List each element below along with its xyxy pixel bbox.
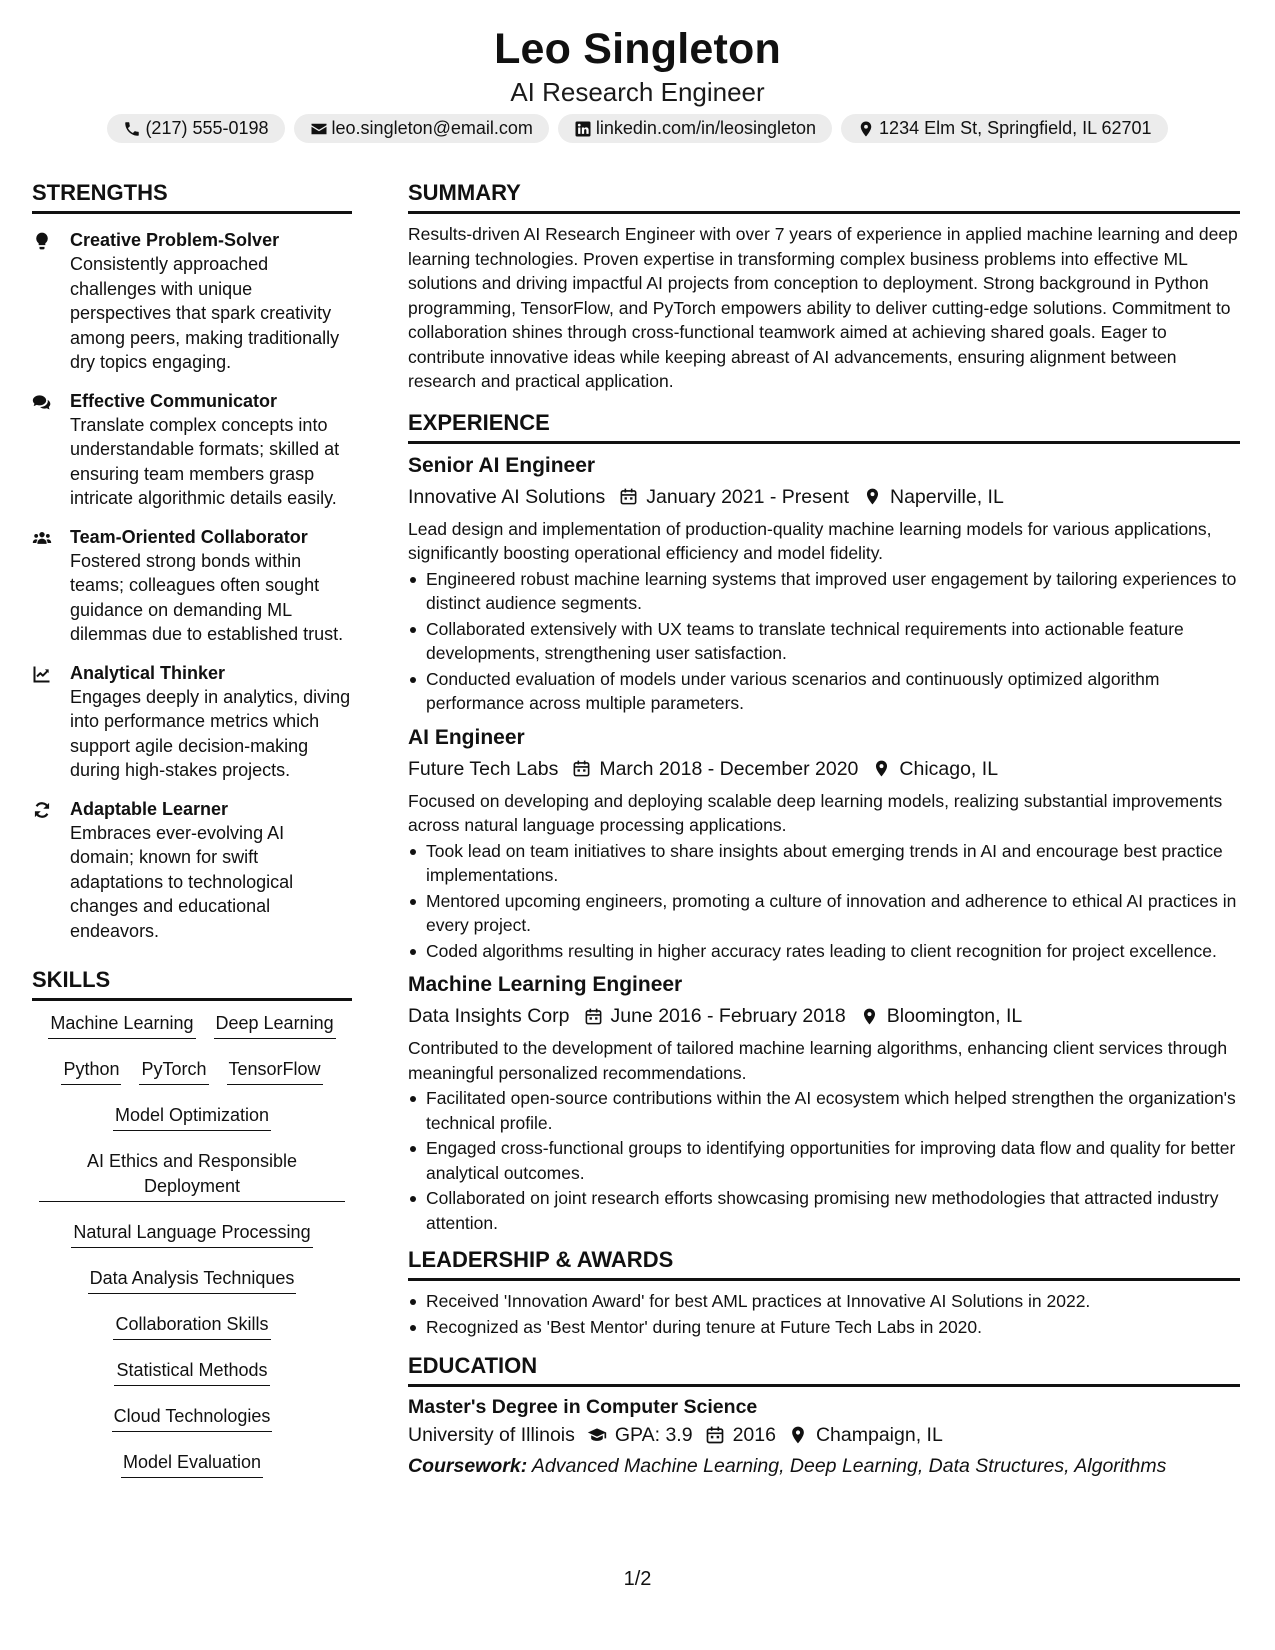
- users-icon: [32, 528, 52, 548]
- award-item: Recognized as 'Best Mentor' during tenure at Future Tech Labs in 2020.: [408, 1315, 1240, 1340]
- strength-desc: Consistently approached challenges with unique perspectives that spark creativity among peers, making traditionally dry topics engaging.: [70, 254, 340, 372]
- skill-tag: Statistical Methods: [114, 1358, 269, 1386]
- coursework-label: Coursework:: [408, 1455, 528, 1477]
- skill-tag: Data Analysis Techniques: [88, 1266, 297, 1294]
- school-name: University of Illinois: [408, 1424, 575, 1446]
- skill-tag: TensorFlow: [227, 1057, 323, 1085]
- job-description: Contributed to the development of tailored machine learning algorithms, enhancing client services through meaningful personalized recommendations.: [408, 1038, 1228, 1083]
- coursework-list: Advanced Machine Learning, Deep Learning, Data Structures, Algorithms: [531, 1455, 1167, 1477]
- job-entry: [408, 452, 1240, 716]
- strength-desc: Translate complex concepts into understandable formats; skilled at ensuring team members grasp intricate algorithmic details easily.: [70, 414, 340, 508]
- job-bullets: [408, 839, 1240, 964]
- strength-title: Analytical Thinker: [70, 662, 226, 683]
- skill-tag: Cloud Technologies: [112, 1404, 273, 1432]
- job-title: Machine Learning Engineer: [408, 973, 683, 996]
- coursework: [408, 1451, 1240, 1481]
- map-pin-icon: [788, 1425, 808, 1445]
- job-dates: January 2021 - Present: [646, 485, 849, 508]
- strength-desc: Embraces ever-evolving AI domain; known for swift adaptations to technological changes and educational endeavors.: [70, 822, 294, 941]
- gpa: GPA: 3.9: [614, 1424, 693, 1446]
- calendar-icon: [572, 759, 591, 778]
- skill-tag: PyTorch: [139, 1057, 208, 1085]
- contact-linkedin-text: linkedin.com/in/leosingleton: [595, 118, 817, 138]
- strength-title: Adaptable Learner: [70, 798, 229, 819]
- job-company: Innovative AI Solutions: [408, 485, 606, 508]
- refresh-icon: [32, 800, 52, 820]
- job-bullets: [408, 567, 1240, 716]
- contact-email-text: leo.singleton@email.com: [331, 118, 533, 138]
- contact-linkedin[interactable]: [558, 114, 832, 143]
- map-pin-icon: [860, 1007, 879, 1026]
- job-location: Chicago, IL: [899, 757, 999, 780]
- skills-heading: SKILLS: [32, 965, 352, 1001]
- skill-tag: Deep Learning: [214, 1011, 336, 1039]
- summary-heading: SUMMARY: [408, 178, 1240, 214]
- strength-item: [32, 389, 352, 511]
- leadership-list: [408, 1289, 1240, 1339]
- right-column: [408, 178, 1240, 1481]
- comments-icon: [32, 392, 52, 412]
- bullet-item: Collaborated extensively with UX teams to translate technical requirements into actionable feature developments, strengthening user satisfaction.: [408, 617, 1240, 666]
- job-description: Lead design and implementation of production-quality machine learning models for various applications, significantly boosting operational efficiency and model fidelity.: [408, 518, 1212, 563]
- skill-tag: AI Ethics and Responsible Deployment: [39, 1149, 345, 1202]
- strength-title: Effective Communicator: [70, 390, 278, 411]
- strength-desc: Fostered strong bonds within teams; colleagues often sought guidance on demanding ML dilemmas due to established trust.: [70, 550, 344, 644]
- phone-icon: [123, 120, 141, 138]
- bullet-item: Mentored upcoming engineers, promoting a culture of innovation and adherence to ethical AI practices in every project.: [408, 889, 1240, 938]
- map-pin-icon: [863, 487, 882, 506]
- award-item: Received 'Innovation Award' for best AML practices at Innovative AI Solutions in 2022.: [408, 1289, 1240, 1314]
- degree-title: Master's Degree in Computer Science: [408, 1396, 758, 1418]
- education-heading: EDUCATION: [408, 1351, 1240, 1387]
- strength-title: Creative Problem-Solver: [70, 230, 280, 250]
- contact-email[interactable]: [294, 114, 549, 143]
- skill-tag: Model Optimization: [113, 1103, 271, 1131]
- strength-item: [32, 661, 352, 783]
- leadership-heading: LEADERSHIP & AWARDS: [408, 1245, 1240, 1281]
- calendar-icon: [705, 1425, 725, 1445]
- contact-address-text: 1234 Elm St, Springfield, IL 62701: [879, 118, 1152, 138]
- bullet-item: Coded algorithms resulting in higher accuracy rates leading to client recognition for project excellence.: [408, 939, 1240, 964]
- map-pin-icon: [857, 120, 875, 138]
- contact-address: [841, 114, 1168, 143]
- candidate-role: AI Research Engineer: [510, 77, 765, 107]
- graduation-cap-icon: [587, 1425, 607, 1445]
- page-number: 1/2: [623, 1568, 652, 1590]
- left-column: [32, 178, 352, 1478]
- job-location: Naperville, IL: [890, 485, 1004, 508]
- job-bullets: [408, 1086, 1240, 1235]
- skill-tag: Model Evaluation: [121, 1450, 263, 1478]
- contact-phone[interactable]: [107, 114, 284, 143]
- skill-tag: Machine Learning: [48, 1011, 195, 1039]
- job-location: Bloomington, IL: [886, 1005, 1023, 1027]
- strength-desc: Engages deeply in analytics, diving into performance metrics which support agile decision-making during high-stakes projects.: [70, 686, 351, 780]
- envelope-icon: [310, 120, 328, 138]
- job-entry: [408, 971, 1240, 1235]
- bullet-item: Took lead on team initiatives to share insights about emerging trends in AI and encourage best practice implementations.: [408, 839, 1240, 888]
- contact-phone-text: (217) 555-0198: [145, 118, 269, 138]
- experience-heading: EXPERIENCE: [408, 408, 1240, 444]
- skills-list: [32, 1011, 352, 1478]
- job-dates: June 2016 - February 2018: [610, 1005, 846, 1027]
- school-location: Champaign, IL: [815, 1424, 943, 1446]
- calendar-icon: [584, 1007, 603, 1026]
- skill-tag: Collaboration Skills: [113, 1312, 270, 1340]
- strength-item: [32, 797, 352, 944]
- job-title: Senior AI Engineer: [408, 453, 596, 477]
- lightbulb-icon: [32, 231, 52, 251]
- bullet-item: Engineered robust machine learning systems that improved user engagement by tailoring experiences to distinct audience segments.: [408, 567, 1240, 616]
- summary-text: Results-driven AI Research Engineer with over 7 years of experience in applied machine learning and deep learning technologies. Proven expertise in transforming complex business problems into effective ML solutions and driving impactful AI projects from conception to deployment. Strong background in Python programming, TensorFlow, and PyTorch empowers ability to deliver cutting-edge solutions. Commitment to collaboration shines through cross-functional teamwork aimed at achieving shared goals. Eager to contribute innovative ideas while keeping abreast of AI advancements, ensuring alignment between research and practical application.: [408, 224, 1238, 391]
- job-company: Future Tech Labs: [408, 757, 559, 780]
- calendar-icon: [619, 487, 638, 506]
- candidate-name: Leo Singleton: [494, 25, 781, 73]
- strength-item: [32, 525, 352, 647]
- bullet-item: Engaged cross-functional groups to identifying opportunities for improving data flow and quality for better analytical outcomes.: [408, 1136, 1240, 1185]
- strengths-heading: STRENGTHS: [32, 178, 352, 214]
- graduation-year: 2016: [732, 1424, 776, 1446]
- job-description: Focused on developing and deploying scalable deep learning models, realizing substantial improvements across natural language processing applications.: [408, 790, 1223, 835]
- job-dates: March 2018 - December 2020: [599, 757, 859, 780]
- strength-item: [32, 228, 352, 375]
- job-company: Data Insights Corp: [408, 1005, 570, 1027]
- bullet-item: Collaborated on joint research efforts showcasing promising new methodologies that attracted industry attention.: [408, 1186, 1240, 1235]
- skill-tag: Python: [61, 1057, 121, 1085]
- job-entry: [408, 724, 1240, 964]
- resume-header: [0, 22, 1275, 108]
- skill-tag: Natural Language Processing: [71, 1220, 312, 1248]
- contact-bar: [0, 114, 1275, 143]
- strength-title: Team-Oriented Collaborator: [70, 526, 308, 547]
- linkedin-icon: [574, 120, 592, 138]
- map-pin-icon: [872, 759, 891, 778]
- bullet-item: Conducted evaluation of models under various scenarios and continuously optimized algorithm performance across multiple parameters.: [408, 667, 1240, 716]
- line-chart-icon: [32, 664, 52, 684]
- job-title: AI Engineer: [408, 725, 525, 749]
- bullet-item: Facilitated open-source contributions within the AI ecosystem which helped strengthen the organization's technical profile.: [408, 1086, 1240, 1135]
